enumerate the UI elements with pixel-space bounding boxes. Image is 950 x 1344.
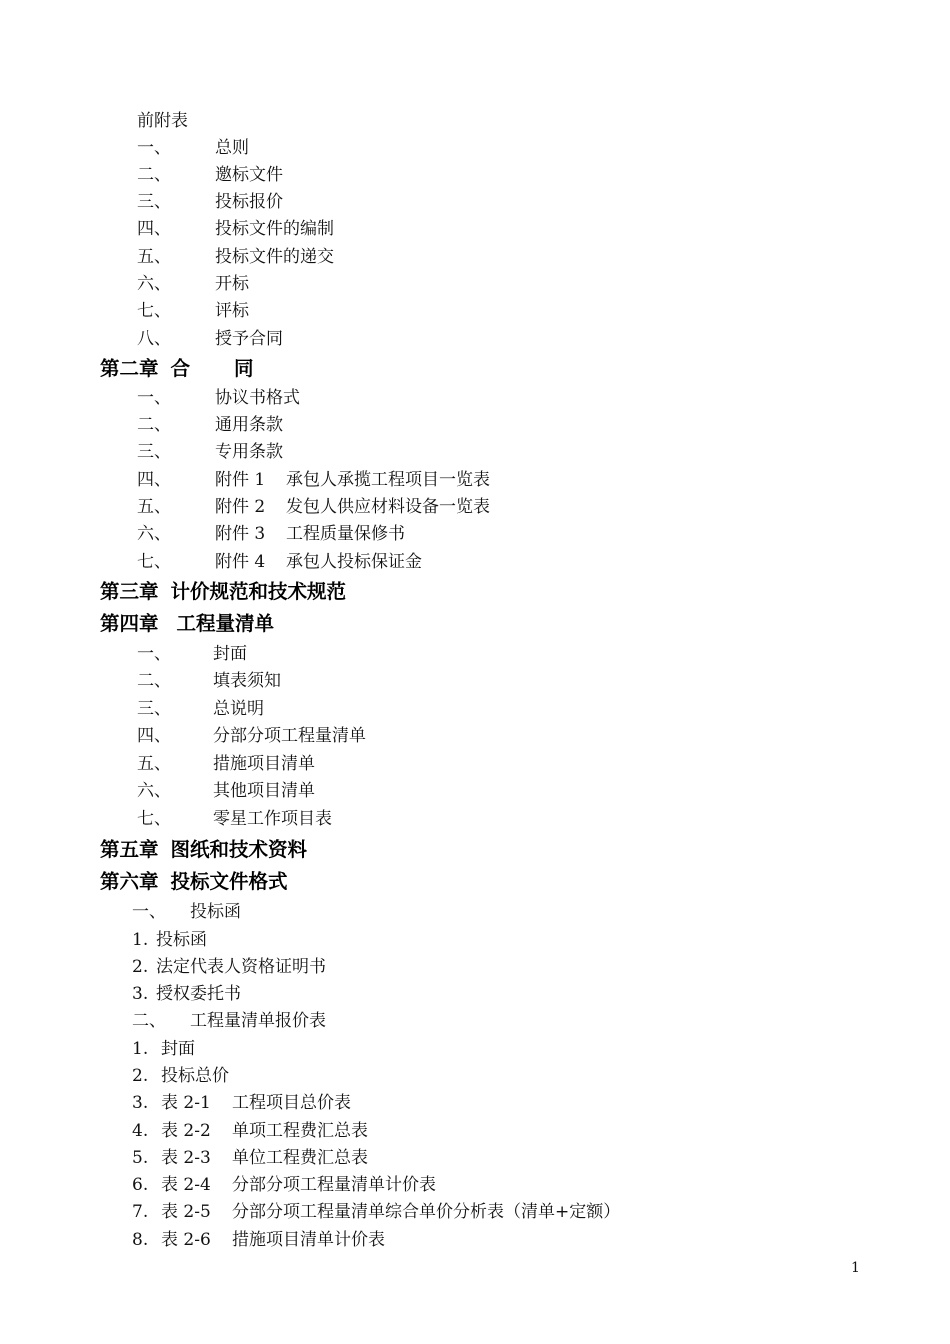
section-heading: 二、 工程量清单报价表 [132, 1011, 326, 1031]
list-item: 2. 投标总价 [132, 1066, 229, 1086]
list-item: 4. 表 2-2 单项工程费汇总表 [132, 1121, 368, 1141]
chapter-heading: 第五章 图纸和技术资料 [100, 838, 308, 861]
list-item: 三、 专用条款 [137, 442, 283, 462]
preface-heading: 前附表 [137, 111, 188, 131]
list-item: 五、 措施项目清单 [137, 754, 315, 774]
list-item: 五、 投标文件的递交 [137, 247, 334, 267]
list-item: 二、 邀标文件 [137, 165, 283, 185]
list-item: 二、 通用条款 [137, 415, 283, 435]
list-item: 6. 表 2-4 分部分项工程量清单计价表 [132, 1175, 436, 1195]
list-item: 七、 零星工作项目表 [137, 809, 332, 829]
list-item: 四、 附件 1 承包人承揽工程项目一览表 [137, 470, 490, 490]
list-item: 六、 附件 3 工程质量保修书 [137, 524, 405, 544]
list-item: 8. 表 2-6 措施项目清单计价表 [132, 1230, 385, 1250]
list-item: 1. 投标函 [132, 930, 207, 950]
list-item: 八、 授予合同 [137, 329, 283, 349]
list-item: 一、 总则 [137, 138, 249, 158]
chapter-heading: 第六章 投标文件格式 [100, 870, 288, 893]
list-item: 一、 封面 [137, 644, 247, 664]
list-item: 3. 授权委托书 [132, 984, 241, 1004]
list-item: 三、 投标报价 [137, 192, 283, 212]
list-item: 七、 评标 [137, 301, 249, 321]
list-item: 1. 封面 [132, 1039, 195, 1059]
list-item: 四、 投标文件的编制 [137, 219, 334, 239]
list-item: 7. 表 2-5 分部分项工程量清单综合单价分析表（清单+定额） [132, 1202, 621, 1222]
list-item: 5. 表 2-3 单位工程费汇总表 [132, 1148, 368, 1168]
list-item: 二、 填表须知 [137, 671, 281, 691]
chapter-heading: 第四章 工程量清单 [100, 612, 275, 635]
list-item: 3. 表 2-1 工程项目总价表 [132, 1093, 351, 1113]
list-item: 七、 附件 4 承包人投标保证金 [137, 552, 422, 572]
list-item: 四、 分部分项工程量清单 [137, 726, 366, 746]
list-item: 五、 附件 2 发包人供应材料设备一览表 [137, 497, 490, 517]
chapter-heading: 第二章 合 同 [100, 357, 254, 380]
page-number: 1 [851, 1260, 860, 1276]
list-item: 2. 法定代表人资格证明书 [132, 957, 326, 977]
list-item: 六、 其他项目清单 [137, 781, 315, 801]
list-item: 三、 总说明 [137, 699, 264, 719]
section-heading: 一、 投标函 [132, 902, 241, 922]
chapter-heading: 第三章 计价规范和技术规范 [100, 580, 347, 603]
list-item: 六、 开标 [137, 274, 249, 294]
list-item: 一、 协议书格式 [137, 388, 300, 408]
